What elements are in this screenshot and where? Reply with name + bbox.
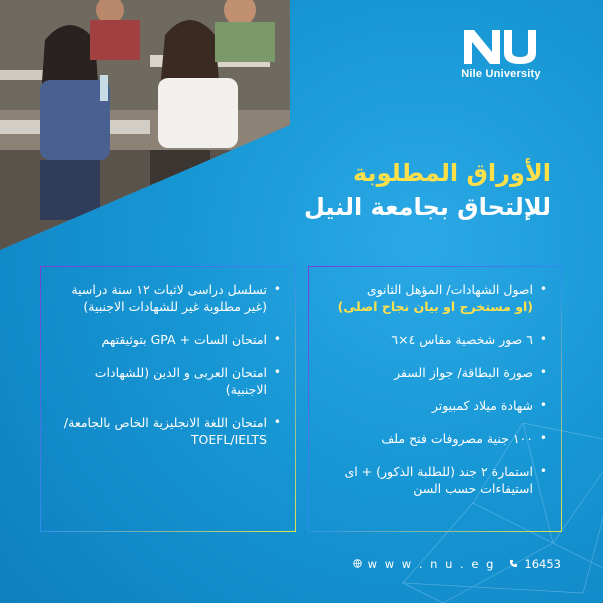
- list-item: [321, 364, 547, 381]
- list-item-text: ١٠٠ جنية مصروفات فتح ملف: [381, 431, 533, 446]
- list-item: [321, 397, 547, 414]
- list-item-highlight: (او مستخرج او بيان نجاح اصلى): [337, 299, 533, 314]
- title-line-2: للإلتحاق بجامعة النيل: [303, 193, 551, 221]
- list-item: [321, 463, 547, 497]
- phone-icon: [509, 557, 518, 571]
- list-item-text: صورة البطاقة/ جواز السفر: [394, 365, 533, 380]
- list-item: [321, 430, 547, 447]
- list-item-text: امتحان السات + GPA بتوثيقتهم: [101, 332, 267, 347]
- requirements-list-left: [41, 267, 295, 448]
- list-item-text: شهادة ميلاد كمبيوتر: [431, 398, 533, 413]
- list-item: [53, 331, 281, 348]
- requirements-box-right: [308, 266, 562, 532]
- list-item: [321, 331, 547, 348]
- list-item-text: استمارة ٢ جند (للطلبة الذكور) + اى استيفاءات حسب السن: [344, 464, 533, 496]
- requirements-list-right: [309, 267, 561, 497]
- list-item-text: اصول الشهادات/ المؤهل الثانوى: [366, 282, 533, 297]
- page-title: [304, 156, 551, 224]
- list-item: [53, 414, 281, 448]
- list-item-text: تسلسل دراسى لاثبات ١٢ سنة دراسية (غير مطلوبة غير للشهادات الاجنبية): [71, 282, 267, 314]
- nile-university-logo: [451, 26, 551, 80]
- list-item-text: امتحان اللغة الانجليزية الخاص بالجامعة/ TOEFL/IELTS: [63, 415, 267, 447]
- list-item: [321, 281, 547, 315]
- brand-name: Nile University: [461, 68, 541, 80]
- website-link[interactable]: w w w . n u . e g: [367, 557, 496, 571]
- nu-logo-mark: [462, 26, 540, 66]
- title-line-1: الأوراق المطلوبة: [353, 159, 551, 187]
- phone-number[interactable]: 16453: [524, 557, 561, 571]
- list-item: [53, 364, 281, 398]
- list-item-text: امتحان العربى و الدين (للشهادات الاجنبية): [94, 365, 267, 397]
- list-item-text: ٦ صور شخصية مقاس ٤×٦: [391, 332, 533, 347]
- list-item: [53, 281, 281, 315]
- students-illustration: [0, 0, 290, 250]
- globe-icon: [353, 557, 362, 571]
- requirements-box-left: [40, 266, 296, 532]
- contact-footer: [353, 557, 561, 571]
- students-photo: [0, 0, 290, 250]
